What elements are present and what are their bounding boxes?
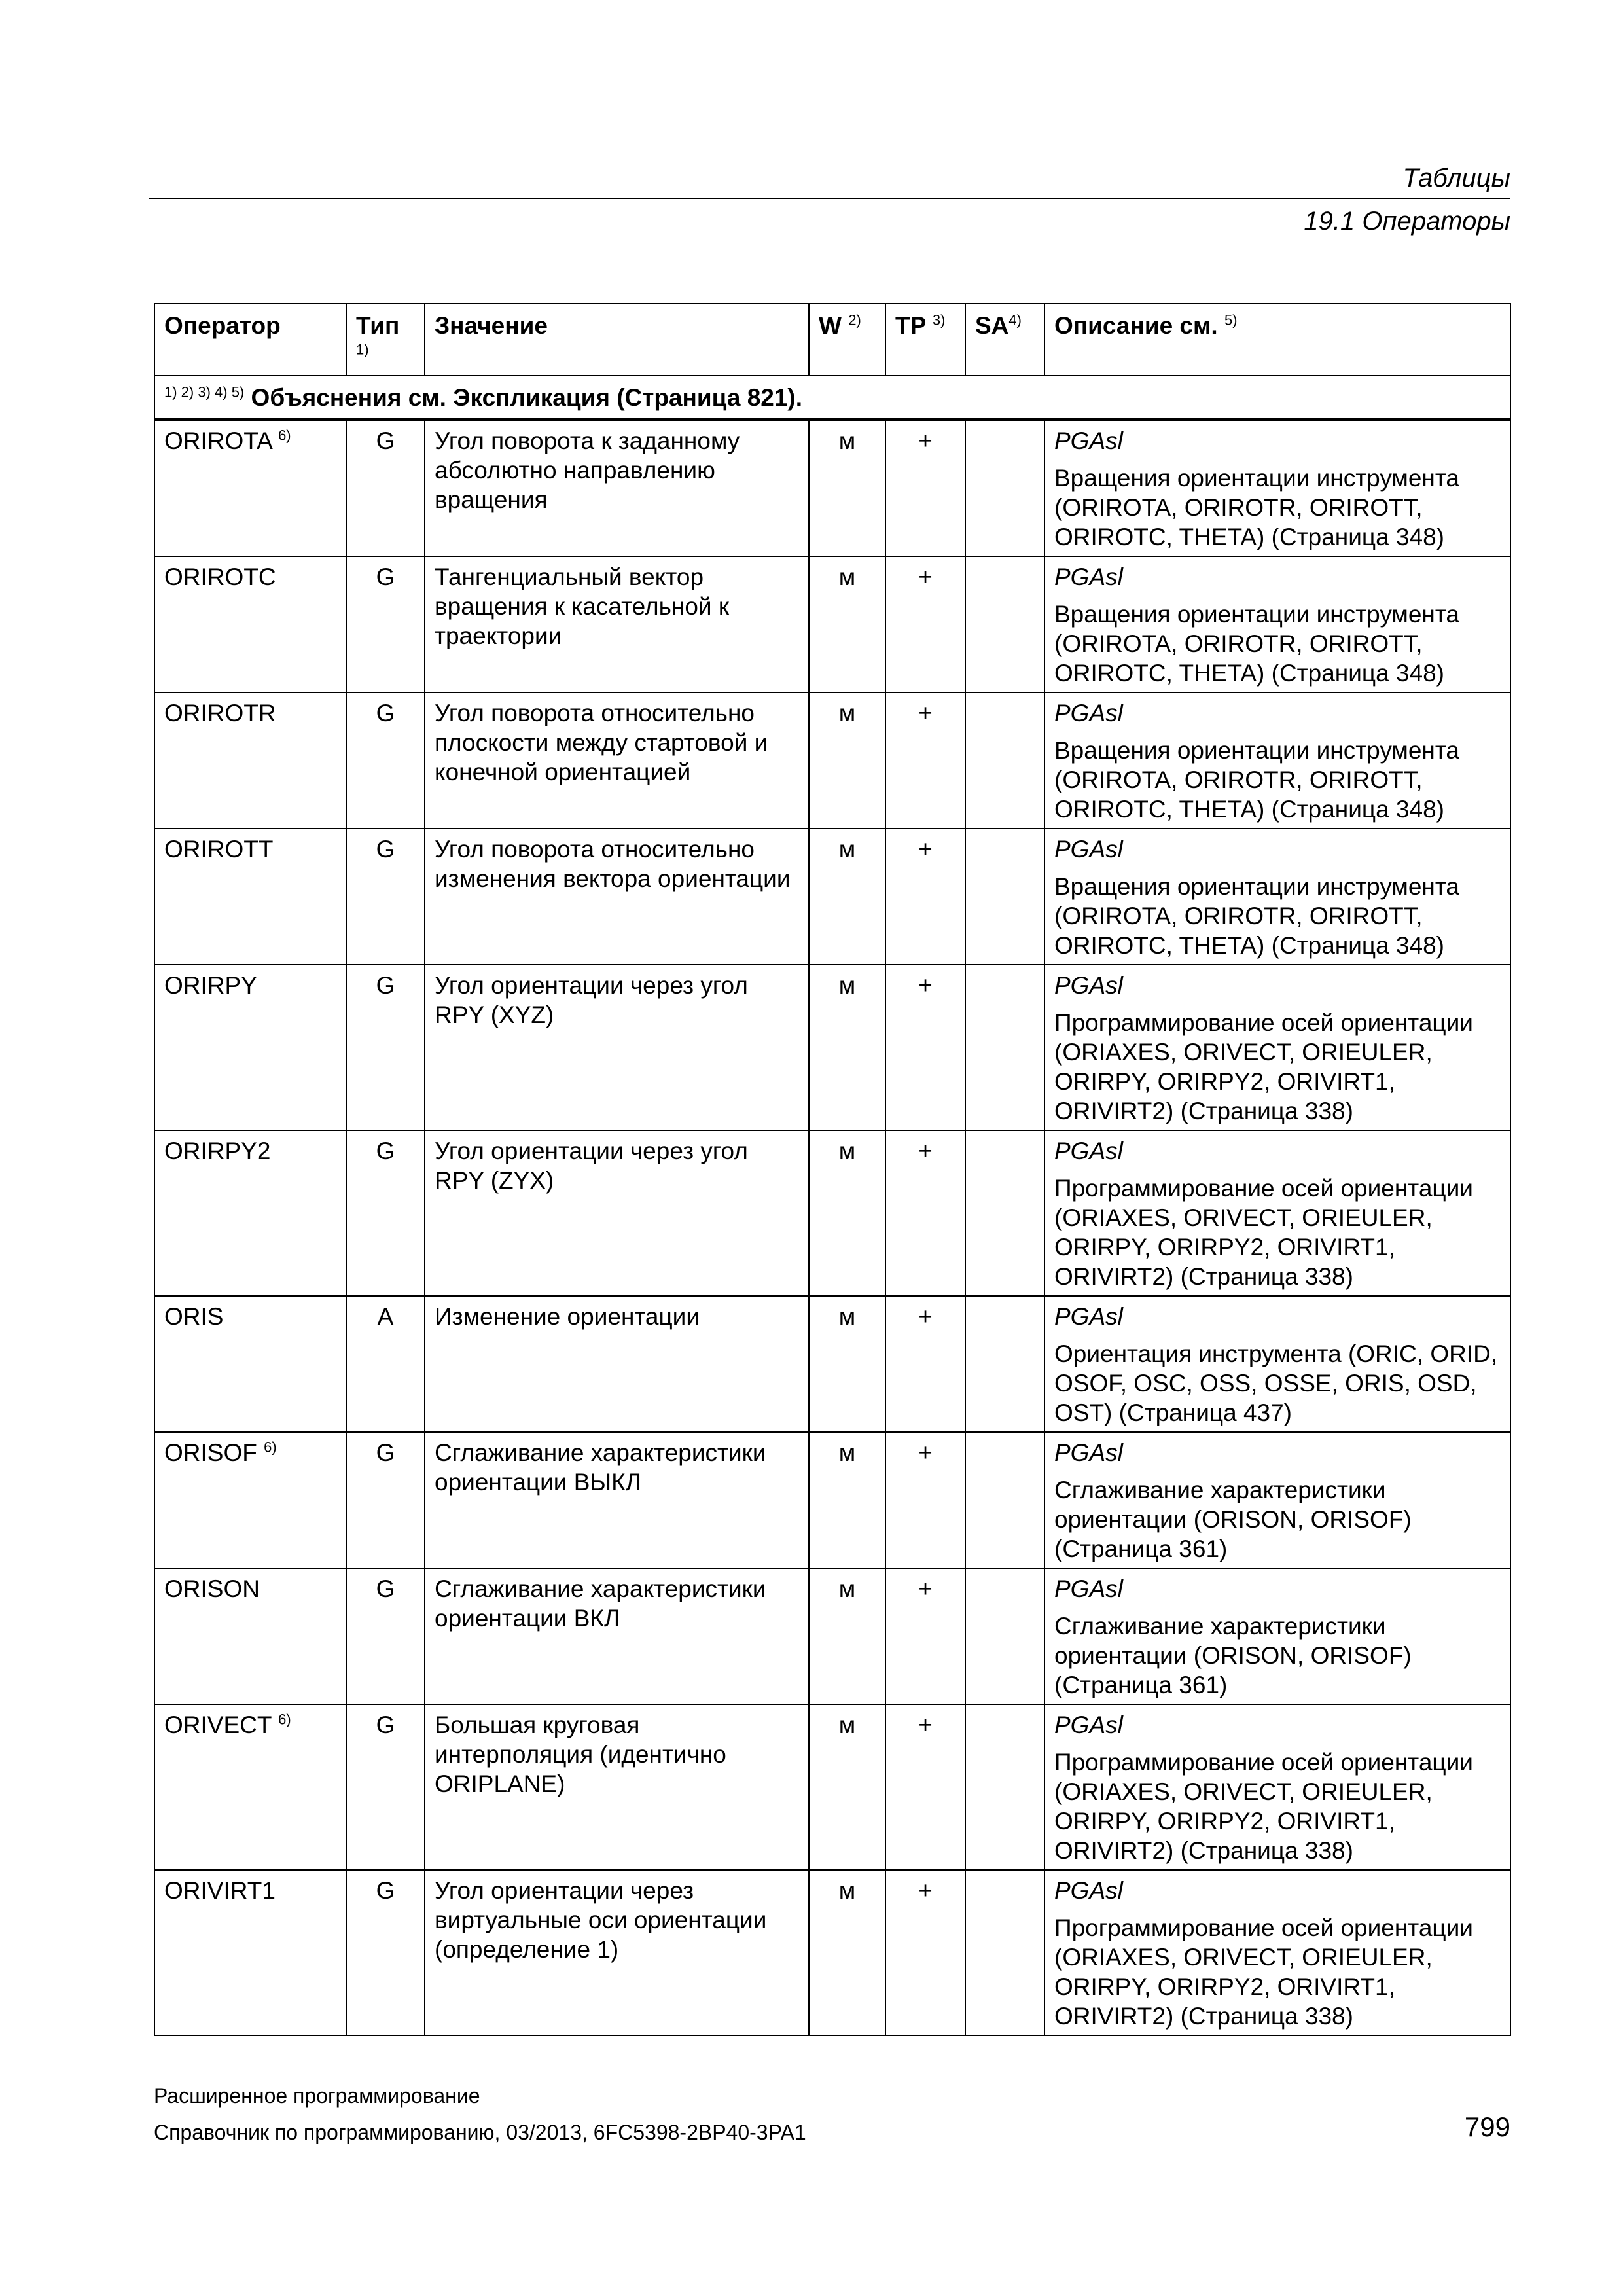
- cell-type: G: [346, 556, 425, 692]
- col-header-meaning: Значение: [425, 304, 809, 376]
- running-header-chapter: Таблицы: [1402, 164, 1510, 192]
- cell-tp: +: [885, 420, 965, 557]
- cell-tp: +: [885, 1568, 965, 1704]
- cell-sa: [965, 1296, 1044, 1432]
- cell-operator: ORIRPY2: [154, 1130, 346, 1296]
- ref-link: Вращения ориентации инструмента (ORIROTA, ORIROTR, ORIROTT, ORIROTC, THETA) (Страница 348): [1054, 465, 1459, 550]
- cell-type: G: [346, 1432, 425, 1568]
- cell-sa: [965, 692, 1044, 829]
- cell-sa: [965, 420, 1044, 557]
- cell-description: [1044, 829, 1510, 965]
- ref-short: PGAsl: [1054, 1877, 1123, 1904]
- cell-meaning: Большая круговая интерполяция (идентично ORIPLANE): [425, 1704, 809, 1870]
- col-header-description: Описание см. $^{5)}$: [1044, 304, 1510, 376]
- running-header-section: 19.1 Операторы: [1304, 207, 1510, 236]
- cell-description: [1044, 1432, 1510, 1568]
- cell-w: м: [809, 1704, 885, 1870]
- ref-link: Сглаживание характеристики ориентации (ORISON, ORISOF) (Страница 361): [1054, 1477, 1412, 1562]
- cell-operator: ORIRPY: [154, 965, 346, 1130]
- ref-link: Ориентация инструмента (ORIC, ORID, OSOF, OSC, OSS, OSSE, ORIS, OSD, OST) (Страница 437): [1054, 1340, 1498, 1426]
- cell-w: м: [809, 692, 885, 829]
- cell-tp: +: [885, 1296, 965, 1432]
- cell-w: м: [809, 1870, 885, 2036]
- cell-operator: ORIVECT $^{6)}$: [154, 1704, 346, 1870]
- cell-description: [1044, 556, 1510, 692]
- cell-type: G: [346, 965, 425, 1130]
- cell-meaning: Сглаживание характеристики ориентации ВЫКЛ: [425, 1432, 809, 1568]
- cell-tp: +: [885, 1130, 965, 1296]
- cell-sa: [965, 1432, 1044, 1568]
- cell-w: м: [809, 1296, 885, 1432]
- operators-table: [154, 303, 1511, 2036]
- cell-sa: [965, 1130, 1044, 1296]
- cell-tp: +: [885, 1704, 965, 1870]
- table-row: [154, 965, 1510, 1130]
- cell-description: [1044, 965, 1510, 1130]
- cell-operator: ORIROTC: [154, 556, 346, 692]
- cell-type: G: [346, 1870, 425, 2036]
- table-note: $^{1) 2) 3) 4) 5)}$ Объяснения см. Экспликация (Страница 821).: [154, 376, 1510, 420]
- ref-short: PGAsl: [1054, 1575, 1123, 1602]
- ref-short: PGAsl: [1054, 700, 1123, 726]
- cell-sa: [965, 965, 1044, 1130]
- ref-link: Программирование осей ориентации (ORIAXES, ORIVECT, ORIEULER, ORIRPY, ORIRPY2, ORIVIRT1, ORIVIRT2) (Страница 338): [1054, 1009, 1473, 1124]
- cell-w: м: [809, 1130, 885, 1296]
- col-header-w: W $^{2)}$: [809, 304, 885, 376]
- cell-meaning: Сглаживание характеристики ориентации ВКЛ: [425, 1568, 809, 1704]
- table-row: [154, 829, 1510, 965]
- cell-sa: [965, 1870, 1044, 2036]
- cell-sa: [965, 829, 1044, 965]
- cell-sa: [965, 1704, 1044, 1870]
- cell-w: м: [809, 1568, 885, 1704]
- table-row: [154, 1704, 1510, 1870]
- ref-short: PGAsl: [1054, 1439, 1123, 1466]
- ref-link: Вращения ориентации инструмента (ORIROTA, ORIROTR, ORIROTT, ORIROTC, THETA) (Страница 348): [1054, 873, 1459, 959]
- ref-link: Сглаживание характеристики ориентации (ORISON, ORISOF) (Страница 361): [1054, 1613, 1412, 1698]
- cell-meaning: Угол поворота относительно плоскости между стартовой и конечной ориентацией: [425, 692, 809, 829]
- table-row: [154, 1296, 1510, 1432]
- cell-meaning: Угол ориентации через виртуальные оси ориентации (определение 1): [425, 1870, 809, 2036]
- ref-short: PGAsl: [1054, 1712, 1123, 1738]
- cell-type: G: [346, 829, 425, 965]
- cell-tp: +: [885, 692, 965, 829]
- footer-book-title: Расширенное программирование: [154, 2084, 480, 2108]
- ref-short: PGAsl: [1054, 564, 1123, 590]
- cell-w: м: [809, 1432, 885, 1568]
- cell-meaning: Угол ориентации через угол RPY (XYZ): [425, 965, 809, 1130]
- cell-w: м: [809, 420, 885, 557]
- cell-tp: +: [885, 1870, 965, 2036]
- cell-type: G: [346, 1568, 425, 1704]
- table-row: [154, 420, 1510, 557]
- table-row: [154, 1130, 1510, 1296]
- cell-tp: +: [885, 1432, 965, 1568]
- cell-type: G: [346, 692, 425, 829]
- cell-meaning: Угол поворота относительно изменения вектора ориентации: [425, 829, 809, 965]
- cell-type: G: [346, 420, 425, 557]
- col-header-tp: TP $^{3)}$: [885, 304, 965, 376]
- cell-operator: ORISOF $^{6)}$: [154, 1432, 346, 1568]
- table-row: [154, 556, 1510, 692]
- footer-book-info: Справочник по программированию, 03/2013, 6FC5398-2BP40-3PA1: [154, 2121, 806, 2144]
- table-row: [154, 1870, 1510, 2036]
- cell-description: [1044, 1568, 1510, 1704]
- cell-tp: +: [885, 965, 965, 1130]
- cell-operator: ORIROTA $^{6)}$: [154, 420, 346, 557]
- ref-link: Программирование осей ориентации (ORIAXES, ORIVECT, ORIEULER, ORIRPY, ORIRPY2, ORIVIRT1, ORIVIRT2) (Страница 338): [1054, 1914, 1473, 2030]
- cell-w: м: [809, 965, 885, 1130]
- cell-type: G: [346, 1130, 425, 1296]
- cell-description: [1044, 1130, 1510, 1296]
- ref-link: Программирование осей ориентации (ORIAXES, ORIVECT, ORIEULER, ORIRPY, ORIRPY2, ORIVIRT1, ORIVIRT2) (Страница 338): [1054, 1175, 1473, 1290]
- page-number: 799: [1464, 2111, 1510, 2142]
- cell-operator: ORIVIRT1: [154, 1870, 346, 2036]
- cell-description: [1044, 1296, 1510, 1432]
- cell-operator: ORIROTR: [154, 692, 346, 829]
- cell-description: [1044, 692, 1510, 829]
- col-header-sa: SA$^{4)}$: [965, 304, 1044, 376]
- table-row: [154, 1568, 1510, 1704]
- cell-type: A: [346, 1296, 425, 1432]
- ref-short: PGAsl: [1054, 836, 1123, 863]
- cell-tp: +: [885, 556, 965, 692]
- ref-short: PGAsl: [1054, 1138, 1123, 1164]
- cell-meaning: Угол поворота к заданному абсолютно направлению вращения: [425, 420, 809, 557]
- cell-w: м: [809, 556, 885, 692]
- col-header-operator: Оператор: [154, 304, 346, 376]
- header-rule: [149, 198, 1510, 199]
- cell-description: [1044, 1870, 1510, 2036]
- cell-operator: ORISON: [154, 1568, 346, 1704]
- cell-sa: [965, 556, 1044, 692]
- ref-link: Вращения ориентации инструмента (ORIROTA, ORIROTR, ORIROTT, ORIROTC, THETA) (Страница 348): [1054, 601, 1459, 687]
- cell-meaning: Тангенциальный вектор вращения к касательной к траектории: [425, 556, 809, 692]
- ref-short: PGAsl: [1054, 427, 1123, 454]
- cell-sa: [965, 1568, 1044, 1704]
- col-header-type: Тип $^{1)}$: [346, 304, 425, 376]
- table-row: [154, 1432, 1510, 1568]
- ref-short: PGAsl: [1054, 1303, 1123, 1330]
- ref-short: PGAsl: [1054, 972, 1123, 999]
- cell-description: [1044, 420, 1510, 557]
- cell-meaning: Угол ориентации через угол RPY (ZYX): [425, 1130, 809, 1296]
- table-row: [154, 692, 1510, 829]
- ref-link: Программирование осей ориентации (ORIAXES, ORIVECT, ORIEULER, ORIRPY, ORIRPY2, ORIVIRT1, ORIVIRT2) (Страница 338): [1054, 1749, 1473, 1864]
- ref-link: Вращения ориентации инструмента (ORIROTA, ORIROTR, ORIROTT, ORIROTC, THETA) (Страница 348): [1054, 737, 1459, 823]
- cell-w: м: [809, 829, 885, 965]
- cell-operator: ORIROTT: [154, 829, 346, 965]
- cell-description: [1044, 1704, 1510, 1870]
- cell-tp: +: [885, 829, 965, 965]
- cell-type: G: [346, 1704, 425, 1870]
- table-header-row: [154, 304, 1510, 376]
- cell-operator: ORIS: [154, 1296, 346, 1432]
- cell-meaning: Изменение ориентации: [425, 1296, 809, 1432]
- table-note-row: [154, 376, 1510, 420]
